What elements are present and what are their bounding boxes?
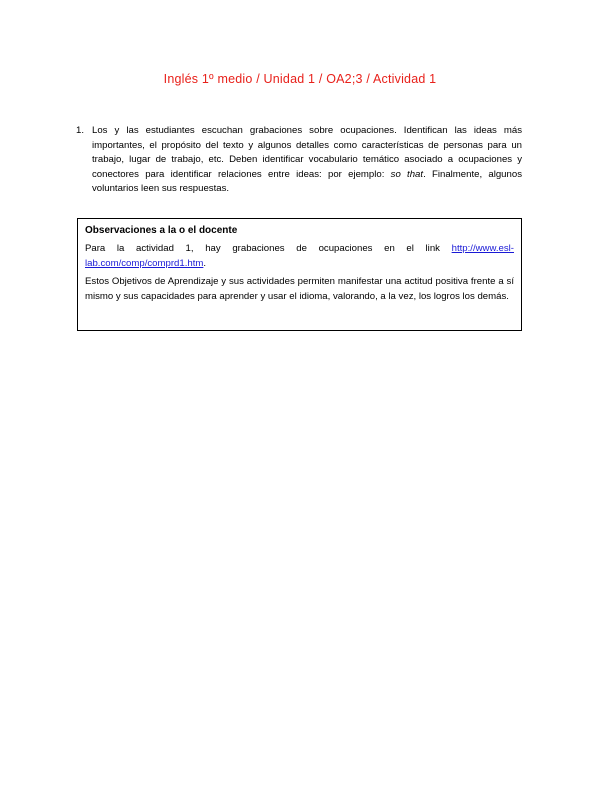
teacher-notes-box	[77, 218, 522, 331]
esl-lab-link[interactable]: http://www.esl-lab.com/comp/comprd1.htm	[85, 243, 514, 269]
page-title	[0, 72, 600, 86]
activity-text-end: . Finalmente, algunos voluntarios leen sus respuestas.	[92, 168, 522, 195]
activity-item	[76, 124, 522, 197]
activity-list	[76, 124, 522, 197]
activity-text-main: Los y las estudiantes escuchan grabaciones sobre ocupaciones. Identifican las ideas más importantes, el propósito del texto y algunos detalles como características de personas para un trabajo, lugar de trabajo, etc. Deben identificar vocabulario temático asociado a ocupaciones y conectores para identificar relaciones entre ideas: por ejemplo:	[92, 125, 522, 180]
teacher-notes-paragraph-1-text: Para la actividad 1, hay grabaciones de ocupaciones en el link	[85, 243, 452, 254]
page-title-text: Inglés 1º medio / Unidad 1 / OA2;3 / Actividad 1	[163, 72, 437, 86]
teacher-notes-paragraph-1	[85, 242, 514, 271]
teacher-notes-title: Observaciones a la o el docente	[85, 225, 238, 236]
activity-number: 1.	[76, 125, 85, 136]
teacher-notes-paragraph-2: Estos Objetivos de Aprendizaje y sus actividades permiten manifestar una actitud positiva frente a sí mismo y sus capacidades para aprender y usar el idioma, valorando, a la vez, los logros los demás.	[85, 276, 514, 302]
teacher-notes-paragraph-1-end: .	[203, 257, 207, 269]
activity-text	[92, 124, 522, 197]
activity-example: so that	[390, 168, 424, 180]
